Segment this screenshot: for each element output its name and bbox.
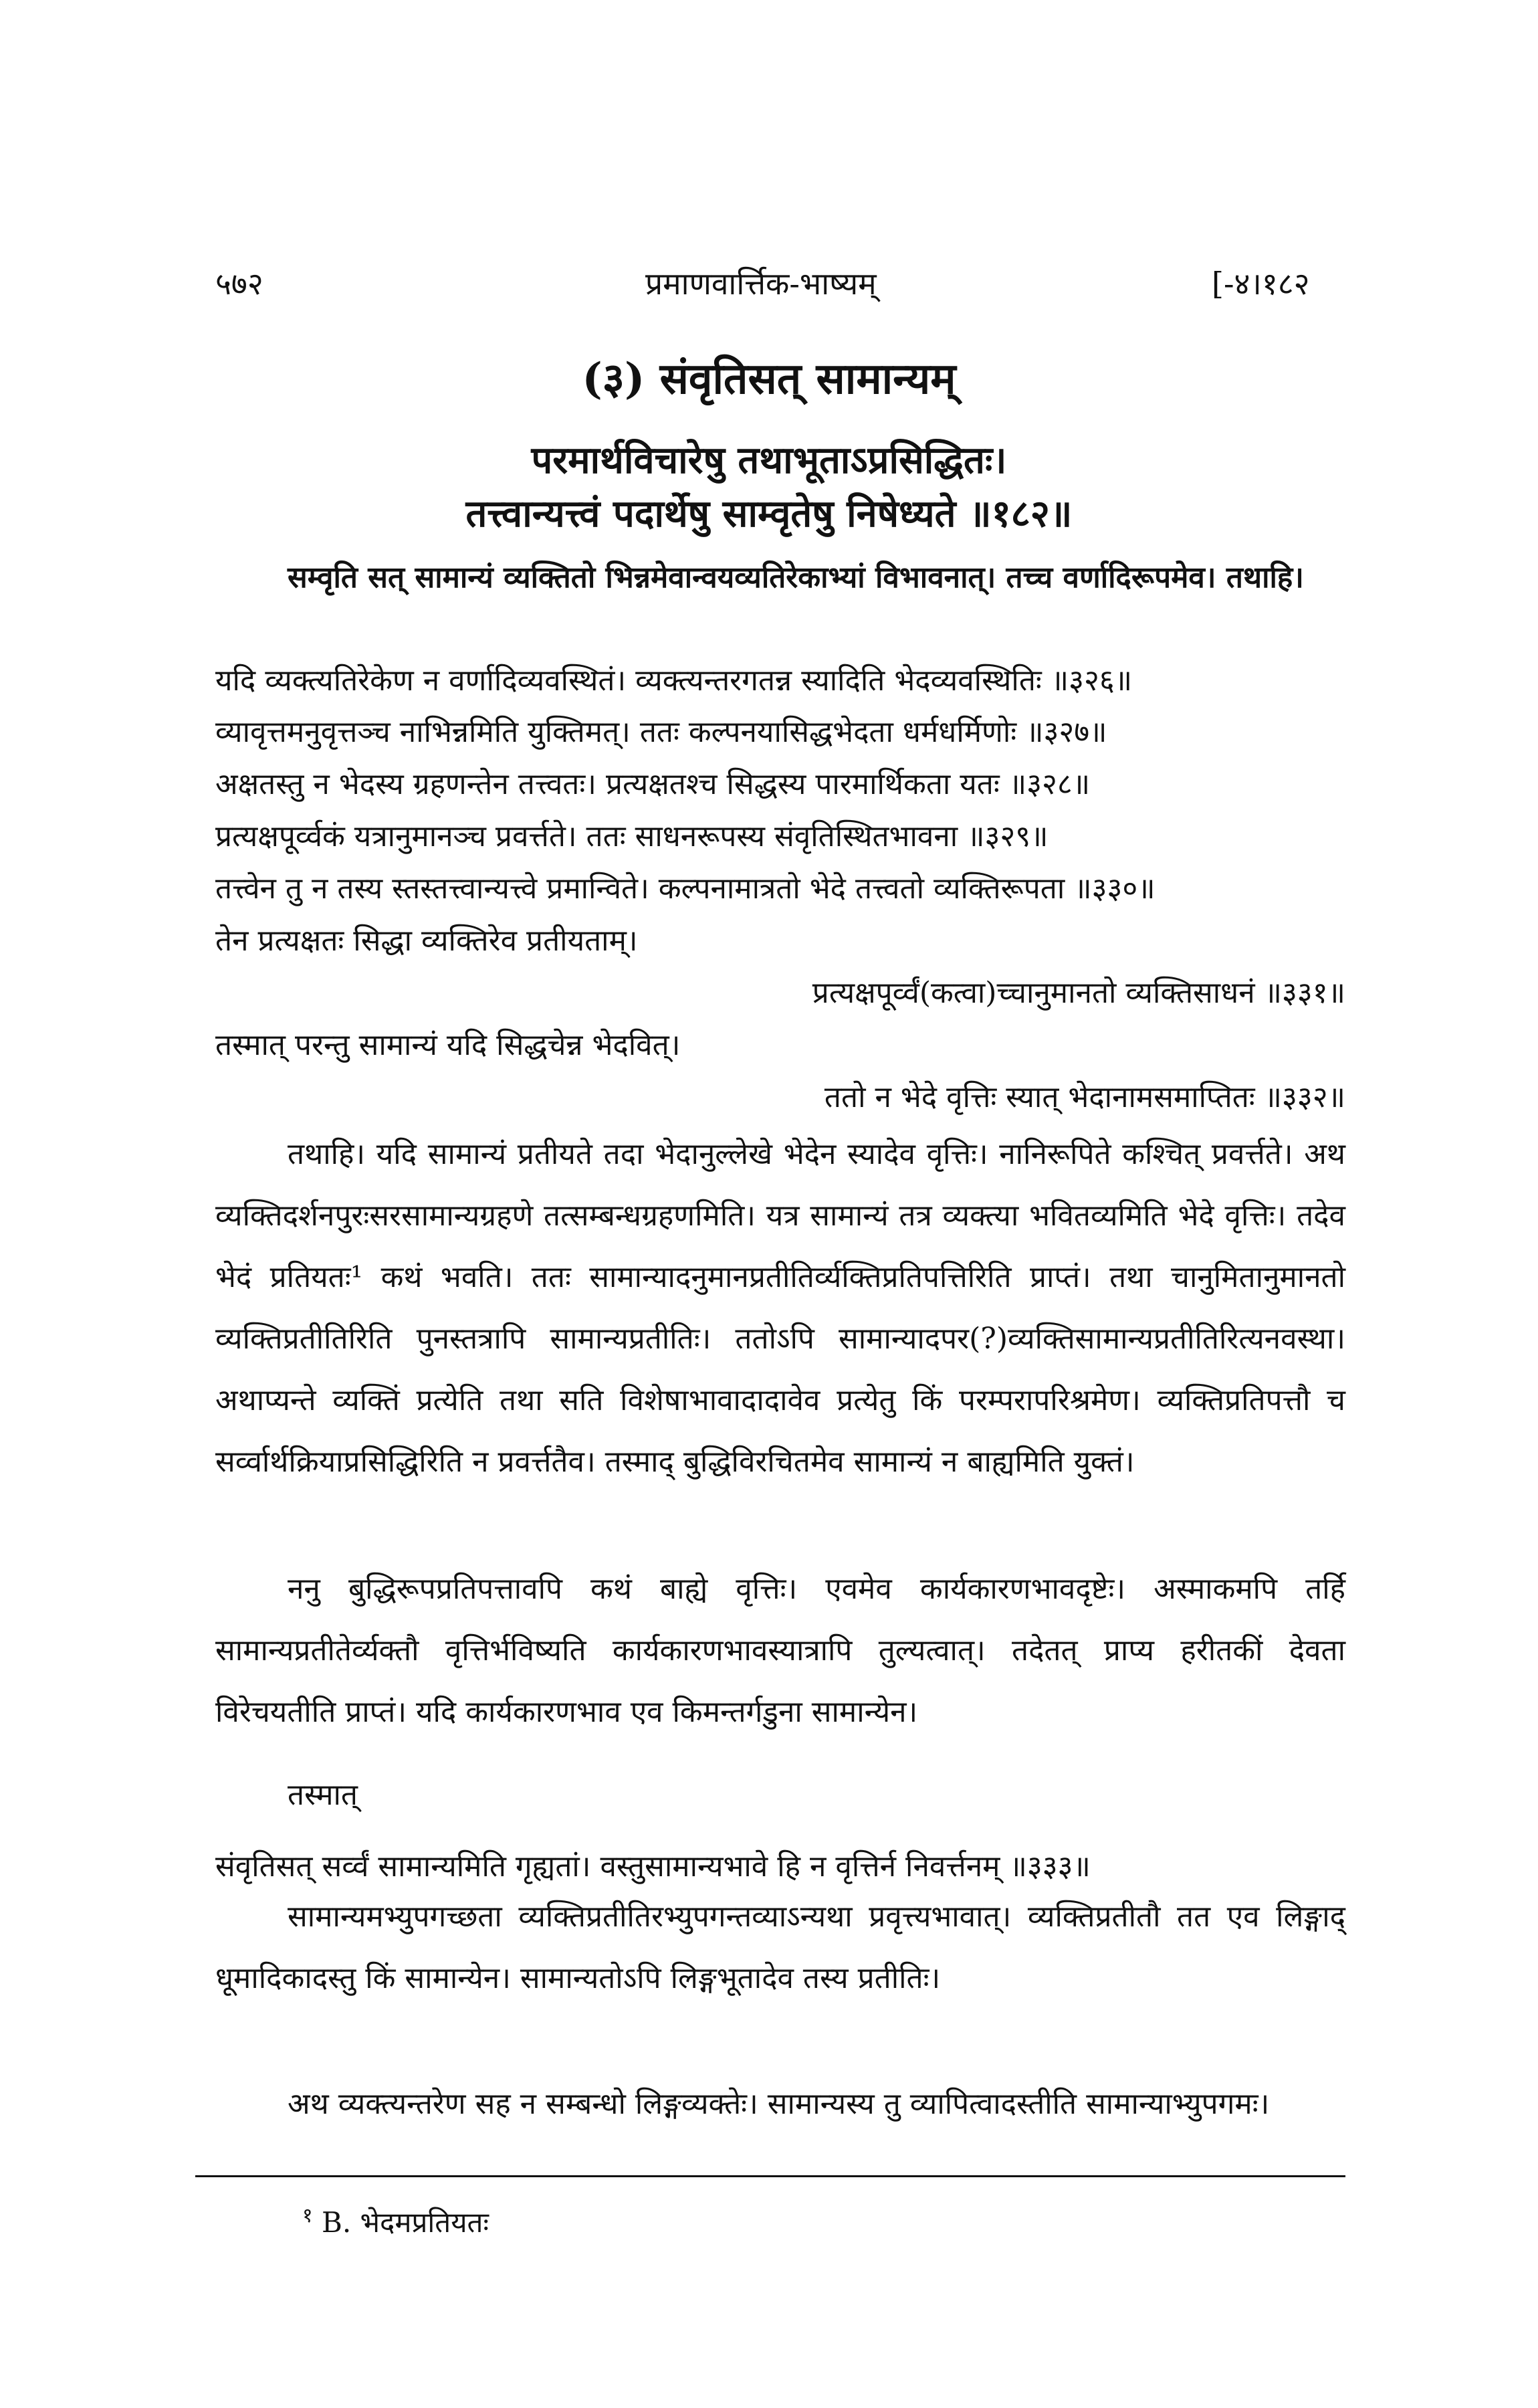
running-title: प्रमाणवार्त्तिक-भाष्यम् [645,266,877,302]
verse-331-second-half: प्रत्यक्षपूर्व्वं(कत्वा)च्चानुमानतो व्यक्तिसाधनं ॥३३१॥ [812,976,1345,1010]
verse-332-first-half: तस्मात् परन्तु सामान्यं यदि सिद्धचेन्न भेदवित्। [215,1028,681,1062]
commentary-tasmat: तस्मात् [288,1778,358,1812]
commentary-paragraph-tathahi: तथाहि। यदि सामान्यं प्रतीयते तदा भेदानुल्लेखे भेदेन स्यादेव वृत्तिः। नानिरूपिते कश्चित् प्रवर्त्तते। अथ व्यक्तिदर्शनपुरःसरसामान्यग्रहणे तत्सम्बन्धग्रहणमिति। यत्र सामान्यं तत्र व्यक्त्या भवितव्यमिति भेदे वृत्तिः। तदेव भेदं प्रतियतः¹ कथं भवति। ततः सामान्यादनुमानप्रतीतिर्व्यक्तिप्रतिपत्तिरिति प्राप्तं। तथा चानुमितानुमानतो व्यक्तिप्रतीतिरिति पुनस्तत्रापि सामान्यप्रतीतिः। ततोऽपि सामान्यादपर(?)व्यक्तिसामान्यप्रतीतिरित्यनवस्था। अथाप्यन्ते व्यक्तिं प्रत्येति तथा सति विशेषाभावादादावेव प्रत्येतु किं परम्परापरिश्रमेण। व्यक्तिप्रतिपत्तौ च सर्व्वार्थक्रियाप्रसिद्धिरिति न प्रवर्त्ततैव। तस्माद् बुद्धिविरचितमेव सामान्यं न बाह्यमिति युक्तं। [215,1137,1345,1479]
section-heading: (३) संवृतिसत् सामान्यम् [582,354,956,404]
verse-329: प्रत्यक्षपूर्व्वकं यत्रानुमानञ्च प्रवर्त्तते। ततः साधनरूपस्य संवृतिस्थितभावना ॥३२९॥ [215,819,1049,854]
footnote-divider [195,2175,1345,2177]
page-number: ५७२ [215,266,263,302]
commentary-paragraph-atha: अथ व्यक्त्यन्तरेण सह न सम्बन्धो लिङ्गव्यक्तेः। सामान्यस्य तु व्यापित्वादस्तीति सामान्याभ्युपगमः। [288,2087,1270,2121]
verse-327: व्यावृत्तमनुवृत्तञ्च नाभिन्नमिति युक्तिमत्। ततः कल्पनयासिद्धभेदता धर्मधर्मिणोः ॥३२७॥ [215,715,1107,749]
verse-330: तत्त्वेन तु न तस्य स्तस्तत्त्वान्यत्त्वे प्रमान्विते। कल्पनामात्रतो भेदे तत्त्वतो व्यक्तिरूपता ॥३३०॥ [215,872,1156,906]
section-marker: [-४।१८२ [1212,266,1310,302]
verse-326: यदि व्यक्त्यतिरेकेण न वर्णादिव्यवस्थितं। व्यक्त्यन्तरगतन्न स्यादिति भेदव्यवस्थितिः ॥३२६॥ [215,664,1133,698]
footnote-text: B. भेदमप्रतियतः [321,2206,489,2239]
commentary-paragraph-1: सम्वृति सत् सामान्यं व्यक्तितो भिन्नमेवान्वयव्यतिरेकाभ्यां विभावनात्। तच्च वर्णादिरूपमेव। तथाहि। [288,561,1304,595]
commentary-paragraph-samanyam: सामान्यमभ्युपगच्छता व्यक्तिप्रतीतिरभ्युपगन्तव्याऽन्यथा प्रवृत्त्यभावात्। व्यक्तिप्रतीतौ तत एव लिङ्गाद् धूमादिकादस्तु किं सामान्येन। सामान्यतोऽपि लिङ्गभूतादेव तस्य प्रतीतिः। [215,1900,1345,1995]
verse-331-first-half: तेन प्रत्यक्षतः सिद्धा व्यक्तिरेव प्रतीयताम्। [215,924,638,958]
verse-328: अक्षतस्तु न भेदस्य ग्रहणन्तेन तत्त्वतः। प्रत्यक्षतश्च सिद्धस्य पारमार्थिकता यतः ॥३२८॥ [215,767,1091,801]
commentary-paragraph-nanu: ननु बुद्धिरूपप्रतिपत्तावपि कथं बाह्ये वृत्तिः। एवमेव कार्यकारणभावदृष्टेः। अस्माकमपि तर्हि सामान्यप्रतीतेर्व्यक्तौ वृत्तिर्भविष्यति कार्यकारणभावस्यात्रापि तुल्यत्वात्। तदेतत् प्राप्य हरीतकीं देवता विरेचयतीति प्राप्तं। यदि कार्यकारणभाव एव किमन्तर्गडुना सामान्येन। [215,1572,1345,1729]
verse-332-second-half: ततो न भेदे वृत्तिः स्यात् भेदानामसमाप्तितः ॥३३२॥ [824,1080,1345,1114]
footnote-marker: १ [302,2204,313,2227]
karika-line-1: परमार्थविचारेषु तथाभूताऽप्रसिद्धितः। [531,438,1007,482]
verse-333: संवृतिसत् सर्व्वं सामान्यमिति गृह्यतां। वस्तुसामान्यभावे हि न वृत्तिर्न निवर्त्तनम् ॥३३३॥ [215,1849,1091,1884]
karika-line-2: तत्त्वान्यत्त्वं पदार्थेषु साम्वृतेषु निषेध्यते ॥१८२॥ [465,492,1073,536]
footnote [302,2201,489,2241]
